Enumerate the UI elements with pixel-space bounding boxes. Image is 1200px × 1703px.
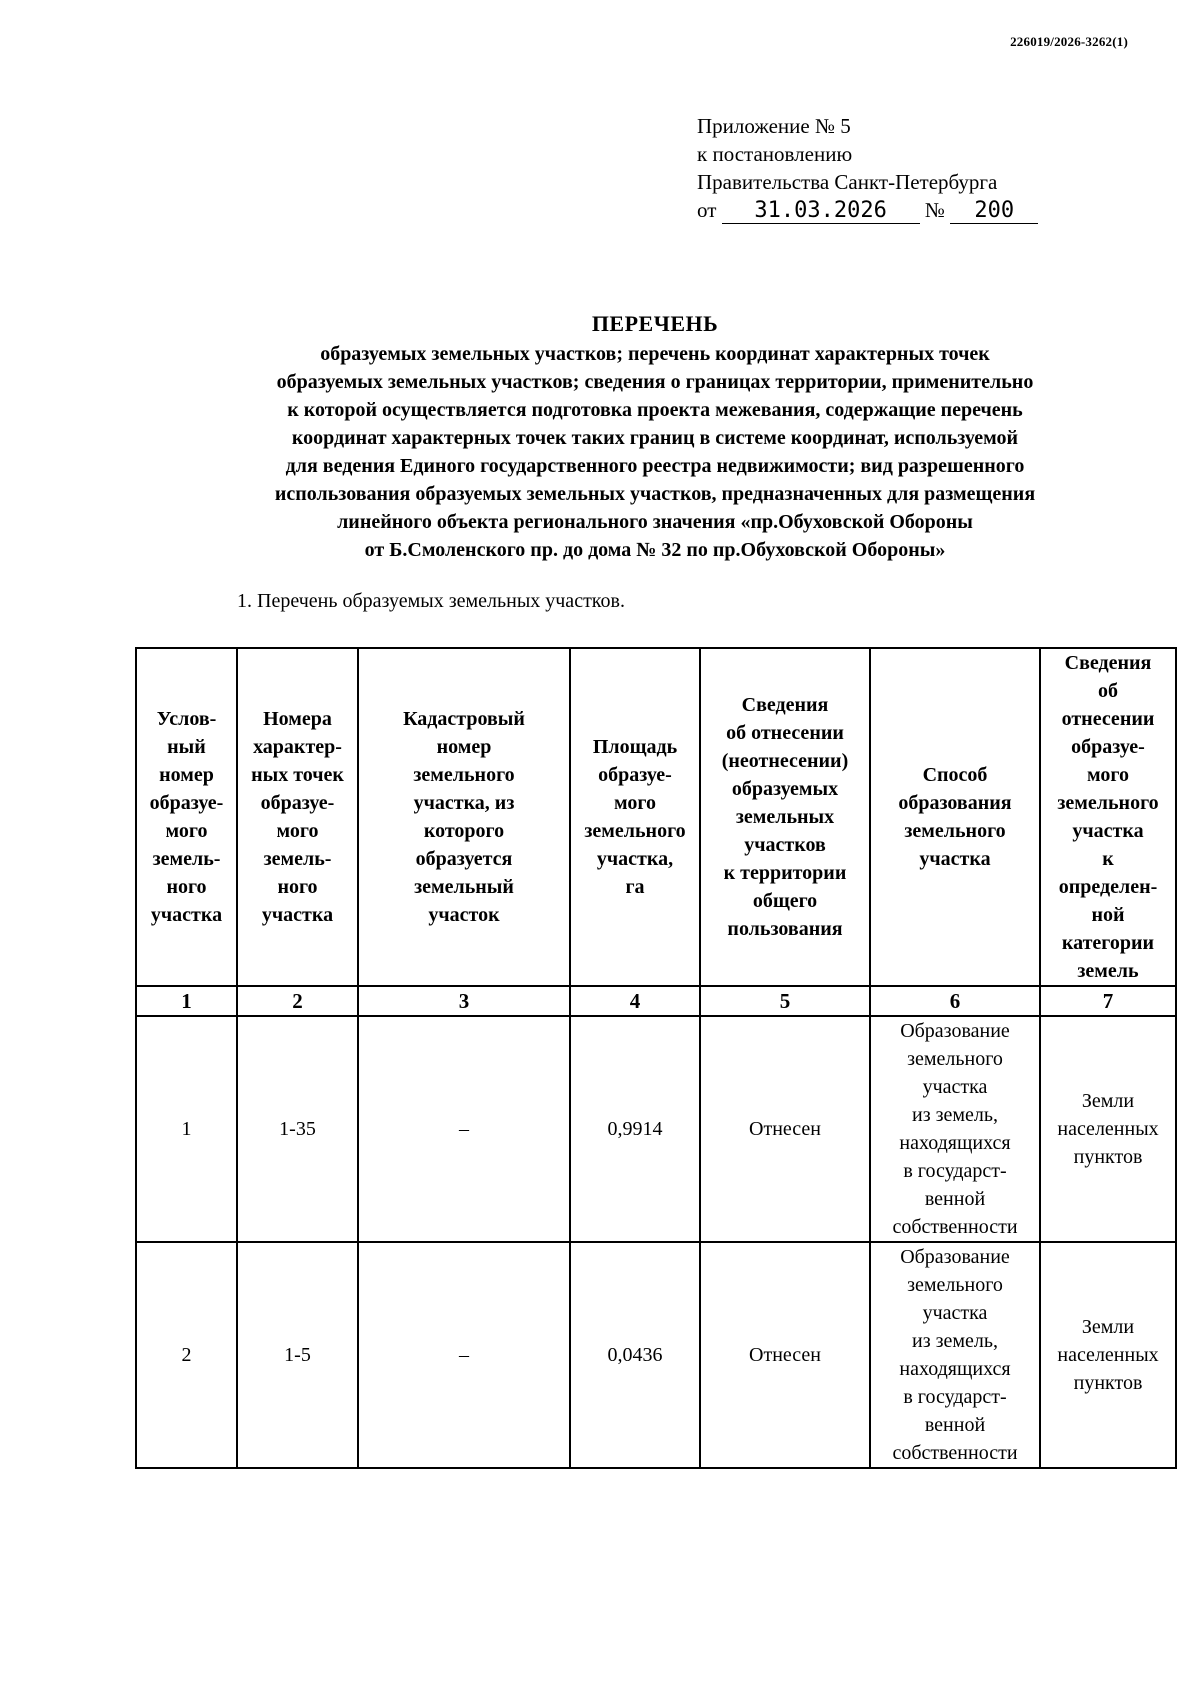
decree-number: 200 — [950, 199, 1038, 224]
header-cell: Кадастровый номер земельного участка, из которого образуется земельный участок — [358, 648, 570, 986]
table-cell: Образование земельного участка из земель, находящихся в государст- венной собственности — [870, 1242, 1040, 1468]
table-cell: 0,9914 — [570, 1016, 700, 1242]
subtitle-line: образуемых земельных участков; сведения о границах территории, применительно — [276, 371, 1034, 393]
subtitle-line: от Б.Смоленского пр. до дома № 32 по пр.Обуховской Обороны» — [364, 539, 946, 561]
table-header-row — [136, 648, 1176, 986]
table-row — [136, 1242, 1176, 1468]
table-cell: Отнесен — [700, 1242, 870, 1468]
header-cell: Номера характер- ных точек образуе- мого земель- ного участка — [237, 648, 358, 986]
table-cell: 1-35 — [237, 1016, 358, 1242]
table-cell: Земли населенных пунктов — [1040, 1016, 1176, 1242]
header-cell: Сведения об отнесении (неотнесении) образуемых земельных участков к территории общего пользования — [700, 648, 870, 986]
table-cell: – — [358, 1016, 570, 1242]
column-number-cell: 1 — [136, 986, 237, 1016]
header-cell: Способ образования земельного участка — [870, 648, 1040, 986]
number-label: № — [924, 198, 945, 222]
document-title: ПЕРЕЧЕНЬ — [591, 311, 719, 336]
appendix-line-2: к постановлению — [697, 142, 853, 166]
registration-number: 226019/2026-3262(1) — [1010, 34, 1128, 49]
appendix-line-1: Приложение № 5 — [697, 114, 851, 138]
section-title: 1. Перечень образуемых земельных участков. — [237, 590, 625, 612]
appendix-block — [697, 112, 1038, 224]
column-number-cell: 5 — [700, 986, 870, 1016]
table-cell: Отнесен — [700, 1016, 870, 1242]
column-number-cell: 6 — [870, 986, 1040, 1016]
table-cell: – — [358, 1242, 570, 1468]
table-cell: 1-5 — [237, 1242, 358, 1468]
table-cell: 2 — [136, 1242, 237, 1468]
subtitle-line: для ведения Единого государственного реестра недвижимости; вид разрешенного — [285, 455, 1025, 477]
column-number-cell: 3 — [358, 986, 570, 1016]
header-cell: Площадь образуе- мого земельного участка, га — [570, 648, 700, 986]
subtitle — [120, 340, 1190, 564]
subtitle-line: к которой осуществляется подготовка проекта межевания, содержащие перечень — [287, 399, 1023, 421]
table-cell: Образование земельного участка из земель, находящихся в государст- венной собственности — [870, 1016, 1040, 1242]
title-block — [120, 308, 1190, 564]
decree-date: 31.03.2026 — [722, 199, 920, 224]
subtitle-line: использования образуемых земельных участков, предназначенных для размещения — [274, 483, 1036, 505]
header-cell: Сведения об отнесении образуе- мого земельного участка к определен- ной категории земель — [1040, 648, 1176, 986]
table-cell: Земли населенных пунктов — [1040, 1242, 1176, 1468]
column-number-cell: 7 — [1040, 986, 1176, 1016]
subtitle-line: линейного объекта регионального значения «пр.Обуховской Обороны — [337, 511, 973, 533]
from-label: от — [697, 198, 717, 222]
column-number-cell: 2 — [237, 986, 358, 1016]
column-number-row — [136, 986, 1176, 1016]
appendix-line-3: Правительства Санкт-Петербурга — [697, 170, 998, 194]
column-number-cell: 4 — [570, 986, 700, 1016]
subtitle-line: координат характерных точек таких границ в системе координат, используемой — [291, 427, 1019, 449]
appendix-signature-line — [697, 196, 1038, 224]
table-cell: 1 — [136, 1016, 237, 1242]
land-plots-table — [135, 647, 1177, 1469]
subtitle-line: образуемых земельных участков; перечень координат характерных точек — [320, 343, 990, 365]
table-cell: 0,0436 — [570, 1242, 700, 1468]
table-row — [136, 1016, 1176, 1242]
header-cell: Услов- ный номер образуе- мого земель- ного участка — [136, 648, 237, 986]
